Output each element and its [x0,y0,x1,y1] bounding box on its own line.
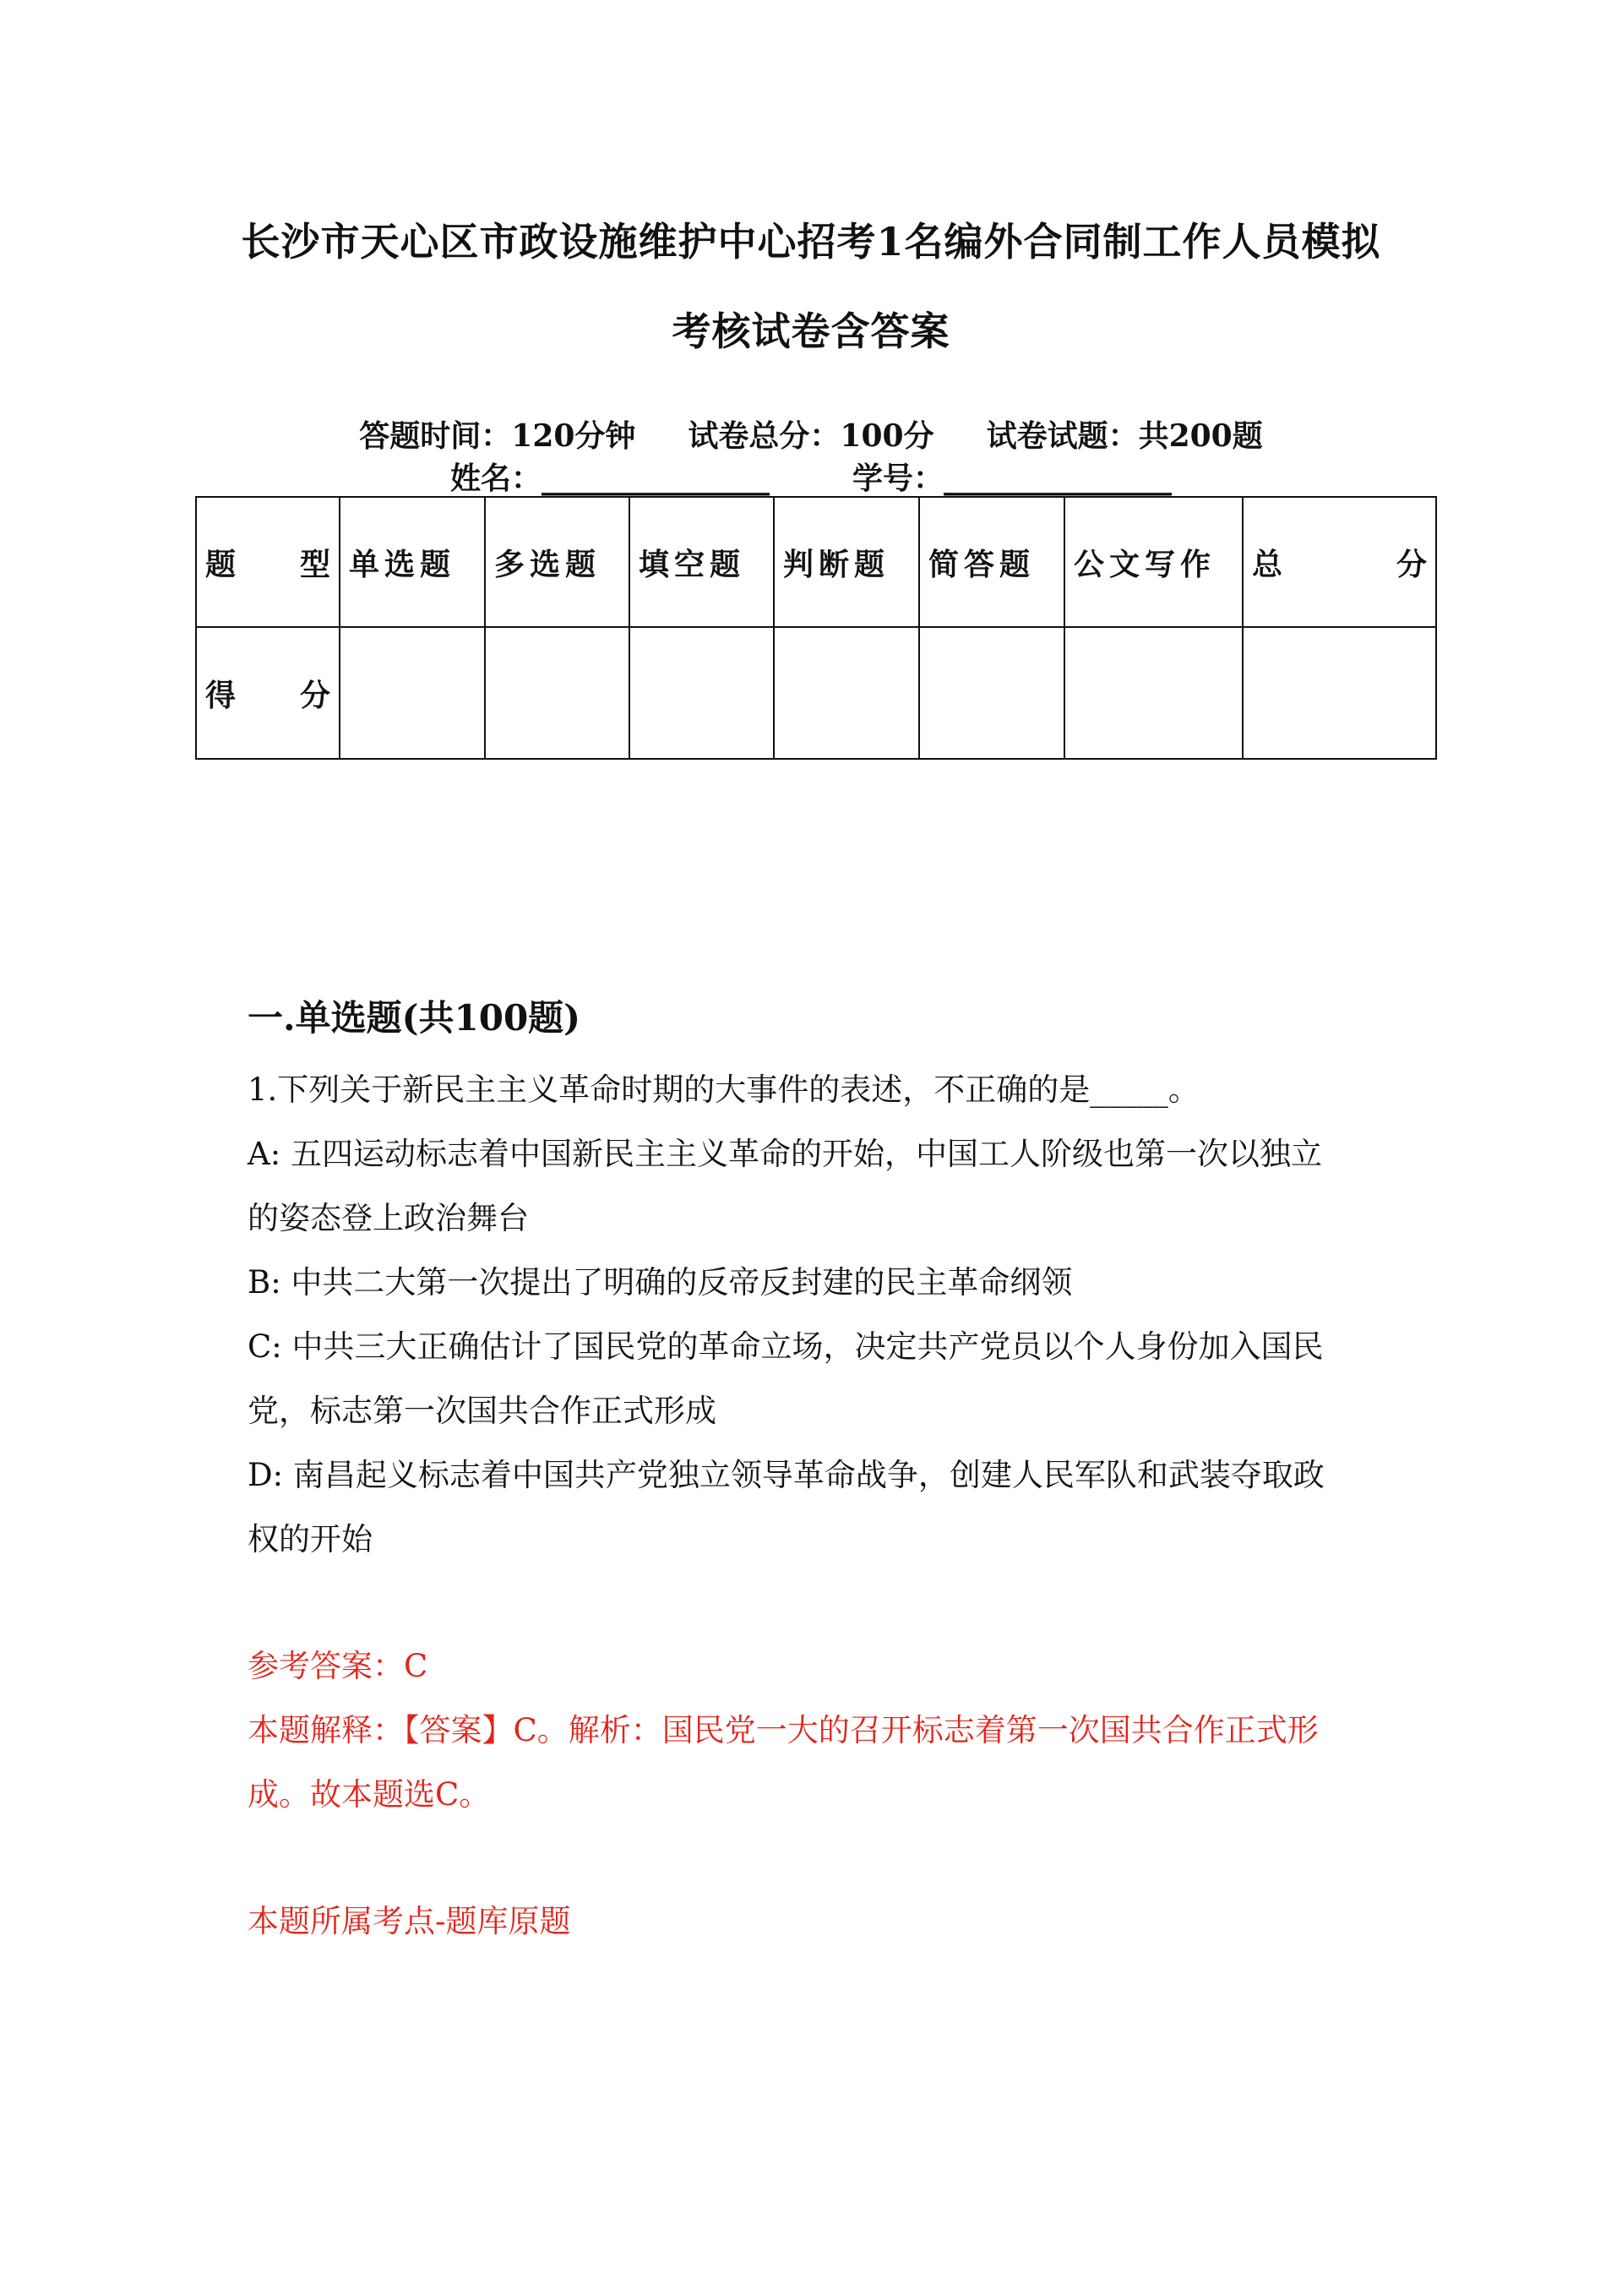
row-label-cell: 得 分 [196,627,340,759]
exam-total-questions: 试卷试题：共200题 [986,418,1263,454]
header-label-cell: 题 型 [196,497,340,627]
topic-block [248,1890,1388,1954]
column-multiple-choice: 多选题 [485,497,629,627]
score-table-header-row [196,497,1436,627]
column-official-writing: 公文写作 [1064,497,1243,627]
option-d-line-2: 权的开始 [248,1521,373,1557]
column-true-false: 判断题 [774,497,919,627]
score-cell [774,627,919,759]
document-title-line-2: 考核试卷含答案 [672,308,950,354]
question-topic: 本题所属考点-题库原题 [248,1903,571,1939]
question-block [248,1058,1388,1572]
column-short-answer: 简答题 [919,497,1064,627]
section-heading: 一.单选题(共100题) [248,997,581,1039]
column-fill-blank: 填空题 [629,497,774,627]
column-single-choice: 单选题 [340,497,485,627]
score-table [195,496,1437,760]
column-total: 总 分 [1243,497,1436,627]
document-title-line-1: 长沙市天心区市政设施维护中心招考1名编外合同制工作人员模拟 [241,219,1381,265]
score-cell [485,627,629,759]
score-table-score-row [196,627,1436,759]
score-cell [1064,627,1243,759]
score-cell [340,627,485,759]
score-cell [1243,627,1436,759]
reference-answer: 参考答案：C [248,1648,428,1684]
exam-time: 答题时间：120分钟 [359,418,636,454]
option-c-line-1: C: 中共三大正确估计了国民党的革命立场，决定共产党员以个人身份加入国民 [248,1328,1324,1365]
option-c-line-2: 党，标志第一次国共合作正式形成 [248,1393,716,1429]
answer-block [248,1634,1388,1827]
exam-info-row [0,412,1622,455]
explanation-line-2: 成。故本题选C。 [248,1776,491,1813]
student-id-field: 学号：_______________ [852,461,1173,496]
option-b: B: 中共二大第一次提出了明确的反帝反封建的民主革命纲领 [248,1264,1073,1301]
option-a-line-2: 的姿态登上政治舞台 [248,1200,529,1236]
option-d-line-1: D: 南昌起义标志着中国共产党独立领导革命战争，创建人民军队和武装夺取政 [248,1457,1325,1493]
candidate-info-row [0,455,1622,498]
score-cell [919,627,1064,759]
option-a-line-1: A: 五四运动标志着中国新民主主义革命的开始，中国工人阶级也第一次以独立 [248,1136,1322,1172]
name-field: 姓名：_______________ [449,461,770,496]
score-cell [629,627,774,759]
question-stem: 1.下列关于新民主主义革命时期的大事件的表述，不正确的是_____。 [248,1072,1200,1108]
exam-total-score: 试卷总分：100分 [688,418,934,454]
explanation-line-1: 本题解释：【答案】C。解析：国民党一大的召开标志着第一次国共合作正式形 [248,1712,1319,1748]
